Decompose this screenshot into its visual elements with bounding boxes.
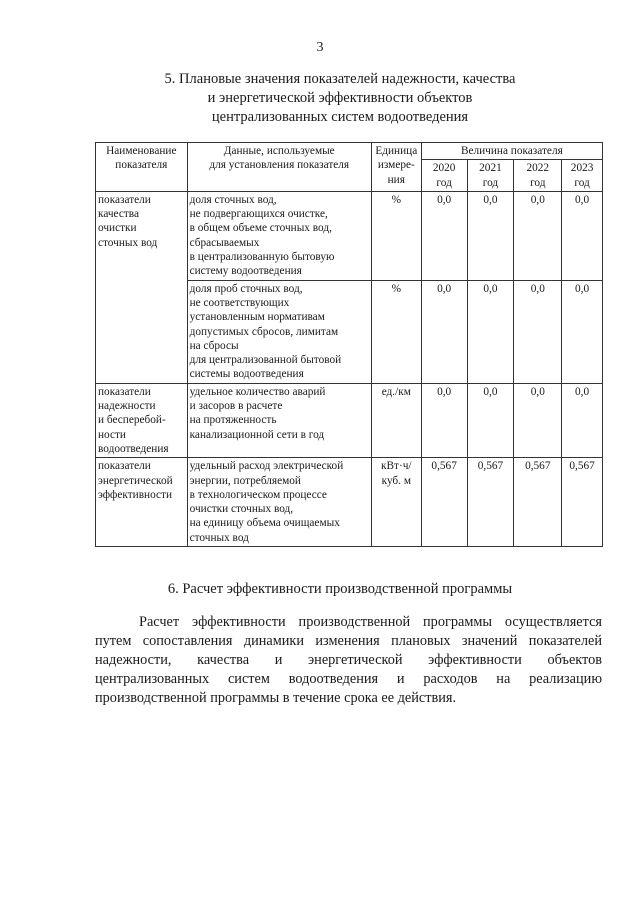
section-5-title: 5. Плановые значения показателей надежности, качества и энергетической эффективности объектов централизованных систем водоотведения bbox=[164, 71, 516, 125]
row-value-2021: 0,567 bbox=[467, 458, 514, 547]
row-value-2022: 0,0 bbox=[514, 191, 562, 280]
header-year-2022: 2022 год bbox=[514, 160, 562, 192]
row-value-2021: 0,0 bbox=[467, 280, 514, 383]
row-value-2020: 0,0 bbox=[421, 280, 467, 383]
row-value-2021: 0,0 bbox=[467, 383, 514, 457]
row-unit-cell: кВт·ч/ куб. м bbox=[371, 458, 421, 547]
table-row bbox=[96, 458, 603, 547]
row-value-2020: 0,0 bbox=[421, 191, 467, 280]
row-value-2023: 0,0 bbox=[562, 383, 603, 457]
row-value-2020: 0,0 bbox=[421, 383, 467, 457]
row-value-2022: 0,0 bbox=[514, 280, 562, 383]
row-data-cell: доля проб сточных вод, не соответствующих установленным нормативам допустимых сбросов, лимитам на сбросы для централизованной бытовой системы водоотведения bbox=[187, 280, 371, 383]
row-data-cell: удельный расход электрической энергии, потребляемой в технологическом процессе очистки сточных вод, на единицу объема очищаемых сточных вод bbox=[187, 458, 371, 547]
header-year-2023: 2023 год bbox=[562, 160, 603, 192]
row-unit-cell: % bbox=[371, 280, 421, 383]
row-value-2023: 0,567 bbox=[562, 458, 603, 547]
group-name-reliability: показатели надежности и бесперебой- ности водоотведения bbox=[96, 383, 188, 457]
row-value-2021: 0,0 bbox=[467, 191, 514, 280]
row-value-2023: 0,0 bbox=[562, 280, 603, 383]
row-unit-cell: ед./км bbox=[371, 383, 421, 457]
group-name-energy: показатели энергетической эффективности bbox=[96, 458, 188, 547]
header-unit: Единица измере- ния bbox=[371, 143, 421, 192]
header-value-group: Величина показателя bbox=[421, 143, 602, 160]
page-number: 3 bbox=[316, 40, 324, 55]
row-value-2022: 0,567 bbox=[514, 458, 562, 547]
section-6-title: 6. Расчет эффективности производственной программы bbox=[167, 581, 513, 597]
row-unit-cell: % bbox=[371, 191, 421, 280]
group-name-quality: показатели качества очистки сточных вод bbox=[96, 191, 188, 383]
row-value-2023: 0,0 bbox=[562, 191, 603, 280]
section-6-paragraph: Расчет эффективности производственной программы осуществляется путем сопоставления динамики изменения плановых значений показателей надежности, качества и энергетической эффективности объектов централизованных систем водоотведения и расходов на реализацию производственной программы в течение срока ее действия. bbox=[95, 614, 602, 706]
table-row bbox=[96, 191, 603, 280]
row-data-cell: удельное количество аварий и засоров в расчете на протяженность канализационной сети в год bbox=[187, 383, 371, 457]
table-header-row bbox=[96, 143, 603, 160]
indicators-table bbox=[95, 142, 603, 547]
header-year-2021: 2021 год bbox=[467, 160, 514, 192]
header-name: Наименование показателя bbox=[96, 143, 188, 192]
header-year-2020: 2020 год bbox=[421, 160, 467, 192]
row-value-2022: 0,0 bbox=[514, 383, 562, 457]
row-value-2020: 0,567 bbox=[421, 458, 467, 547]
row-data-cell: доля сточных вод, не подвергающихся очистке, в общем объеме сточных вод, сбрасываемых в централизованную бытовую систему водоотведения bbox=[187, 191, 371, 280]
header-data: Данные, используемые для установления показателя bbox=[187, 143, 371, 192]
table-row bbox=[96, 383, 603, 457]
